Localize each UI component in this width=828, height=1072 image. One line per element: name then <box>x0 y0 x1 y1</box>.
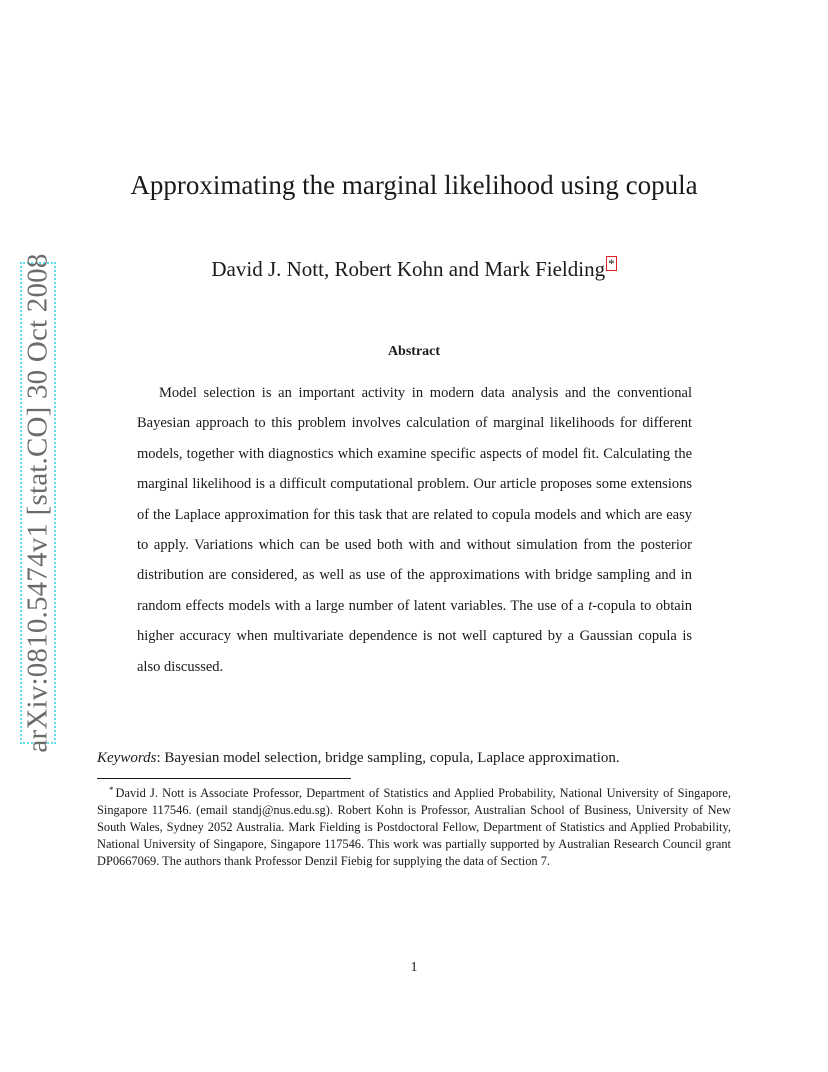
keywords-label: Keywords <box>97 750 157 766</box>
abstract-body <box>137 378 692 682</box>
arxiv-stamp[interactable] <box>20 253 56 753</box>
abstract-italic-t: t <box>588 597 593 614</box>
author-footnote <box>97 782 731 870</box>
author-names: David J. Nott, Robert Kohn and Mark Fielding <box>211 257 606 281</box>
abstract-text-part-1: Model selection is an important activity in modern data analysis and the conventional Bayesian approach to this problem involves calculation of marginal likelihoods for different models, together with diagnostics which examine specific aspects of model fit. Calculating the marginal likelihood is a difficult computational problem. Our article proposes some extensions of the Laplace approximation for this task that are related to copula models and which are easy to apply. Variations which can be used both with and without simulation from the posterior distribution are considered, as well as use of the approximations with bridge sampling and in random effects models with a large number of latent variables. The use of a <box>137 385 692 614</box>
abstract-heading: Abstract <box>387 344 441 359</box>
keywords-line <box>97 750 737 767</box>
arxiv-identifier: arXiv:0810.5474v1 [stat.CO] 30 Oct 2008 <box>21 253 54 753</box>
author-footnote-link[interactable]: * <box>608 256 615 271</box>
paper-title: Approximating the marginal likelihood using copula <box>130 170 698 200</box>
abstract-text-part-2: -copula to obtain higher accuracy when multivariate dependence is not well captured by a Gaussian copula is also discussed. <box>137 597 692 675</box>
page-number: 1 <box>410 960 418 975</box>
footnote-marker: * <box>109 785 114 795</box>
author-line <box>0 256 828 282</box>
footnote-body: David J. Nott is Associate Professor, Department of Statistics and Applied Probability, National University of Singapore, Singapore 117546. (email standj@nus.edu.sg). Robert Kohn is Professor, Australian School of Business, University of New South Wales, Sydney 2052 Australia. Mark Fielding is Postdoctoral Fellow, Department of Statistics and Applied Probability, National University of Singapore, Singapore 117546. This work was partially supported by Australian Research Council grant DP0667069. The authors thank Professor Denzil Fiebig for supplying the data of Section 7. <box>97 786 731 868</box>
keywords-text: : Bayesian model selection, bridge sampling, copula, Laplace approximation. <box>156 750 620 766</box>
footnote-divider <box>97 778 351 779</box>
